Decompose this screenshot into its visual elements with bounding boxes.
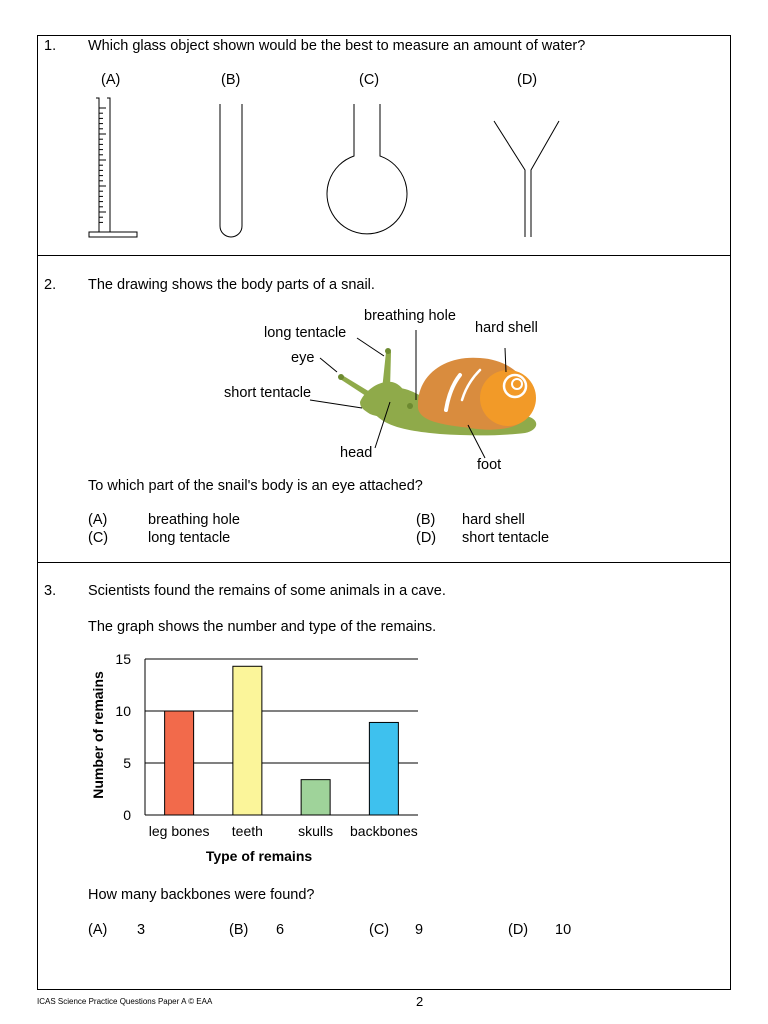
- q2-answer-c-label[interactable]: (C): [88, 530, 109, 546]
- x-tick-label-leg-bones: leg bones: [148, 823, 210, 839]
- y-axis-label: Number of remains: [90, 671, 106, 799]
- x-axis-label: Type of remains: [205, 848, 313, 864]
- x-tick-label-skulls: skulls: [298, 823, 334, 839]
- flask-image[interactable]: [325, 100, 425, 245]
- y-tick-label: 10: [115, 703, 131, 719]
- q2-answer-b-label[interactable]: (B): [416, 512, 436, 528]
- bar-skulls: [301, 780, 330, 815]
- remains-bar-chart: [80, 645, 460, 870]
- q3-answer-c-label[interactable]: (C): [369, 922, 390, 938]
- q3-answer-d-text[interactable]: 10: [555, 922, 572, 938]
- q2-answer-d-label[interactable]: (D): [416, 530, 437, 546]
- bar-teeth: [233, 666, 262, 815]
- q2-answer-b-text[interactable]: hard shell: [462, 512, 525, 528]
- snail-image: [320, 330, 550, 450]
- q3-number: 3.: [44, 583, 57, 599]
- x-tick-label-teeth: teeth: [231, 823, 263, 839]
- y-tick-label: 15: [115, 651, 131, 667]
- label-eye: eye: [291, 350, 315, 366]
- q2-answer-a-label[interactable]: (A): [88, 512, 108, 528]
- q2-answer-d-text[interactable]: short tentacle: [462, 530, 550, 546]
- label-head: head: [340, 445, 373, 461]
- label-long-tentacle: long tentacle: [264, 325, 347, 341]
- page-number: 2: [416, 994, 424, 1009]
- q1-number: 1.: [44, 38, 57, 54]
- q3-answer-b-label[interactable]: (B): [229, 922, 249, 938]
- bar-backbones: [369, 722, 398, 815]
- funnel-image[interactable]: [488, 115, 568, 245]
- q1-option-d-label[interactable]: (D): [517, 72, 538, 88]
- x-tick-label-backbones: backbones: [350, 823, 418, 839]
- q1-question: Which glass object shown would be the best to measure an amount of water?: [88, 38, 586, 54]
- q2-intro: The drawing shows the body parts of a snail.: [88, 277, 375, 293]
- q2-answer-c-text[interactable]: long tentacle: [148, 530, 231, 546]
- q1-option-a-label[interactable]: (A): [101, 72, 121, 88]
- test-tube-image[interactable]: [215, 100, 255, 245]
- footer-copyright: ICAS Science Practice Questions Paper A © EAA: [37, 997, 213, 1006]
- q2-question: To which part of the snail's body is an eye attached?: [88, 478, 423, 494]
- y-tick-label: 5: [123, 755, 131, 771]
- label-foot: foot: [477, 457, 502, 473]
- measuring-cylinder-image[interactable]: [85, 94, 145, 244]
- label-hard-shell: hard shell: [475, 320, 538, 336]
- q3-question: How many backbones were found?: [88, 887, 315, 903]
- label-short-tentacle: short tentacle: [224, 385, 312, 401]
- q3-answer-a-label[interactable]: (A): [88, 922, 108, 938]
- q1-option-c-label[interactable]: (C): [359, 72, 380, 88]
- q3-intro-2: The graph shows the number and type of the remains.: [88, 619, 437, 635]
- q2-number: 2.: [44, 277, 57, 293]
- bar-leg-bones: [165, 711, 194, 815]
- q3-answer-a-text[interactable]: 3: [137, 922, 146, 938]
- q1-option-b-label[interactable]: (B): [221, 72, 241, 88]
- q3-answer-c-text[interactable]: 9: [415, 922, 424, 938]
- q2-answer-a-text[interactable]: breathing hole: [148, 512, 240, 528]
- label-breathing-hole: breathing hole: [364, 308, 456, 324]
- q3-intro: Scientists found the remains of some animals in a cave.: [88, 583, 446, 599]
- q3-answer-d-label[interactable]: (D): [508, 922, 529, 938]
- y-tick-label: 0: [123, 807, 131, 823]
- q3-answer-b-text[interactable]: 6: [276, 922, 285, 938]
